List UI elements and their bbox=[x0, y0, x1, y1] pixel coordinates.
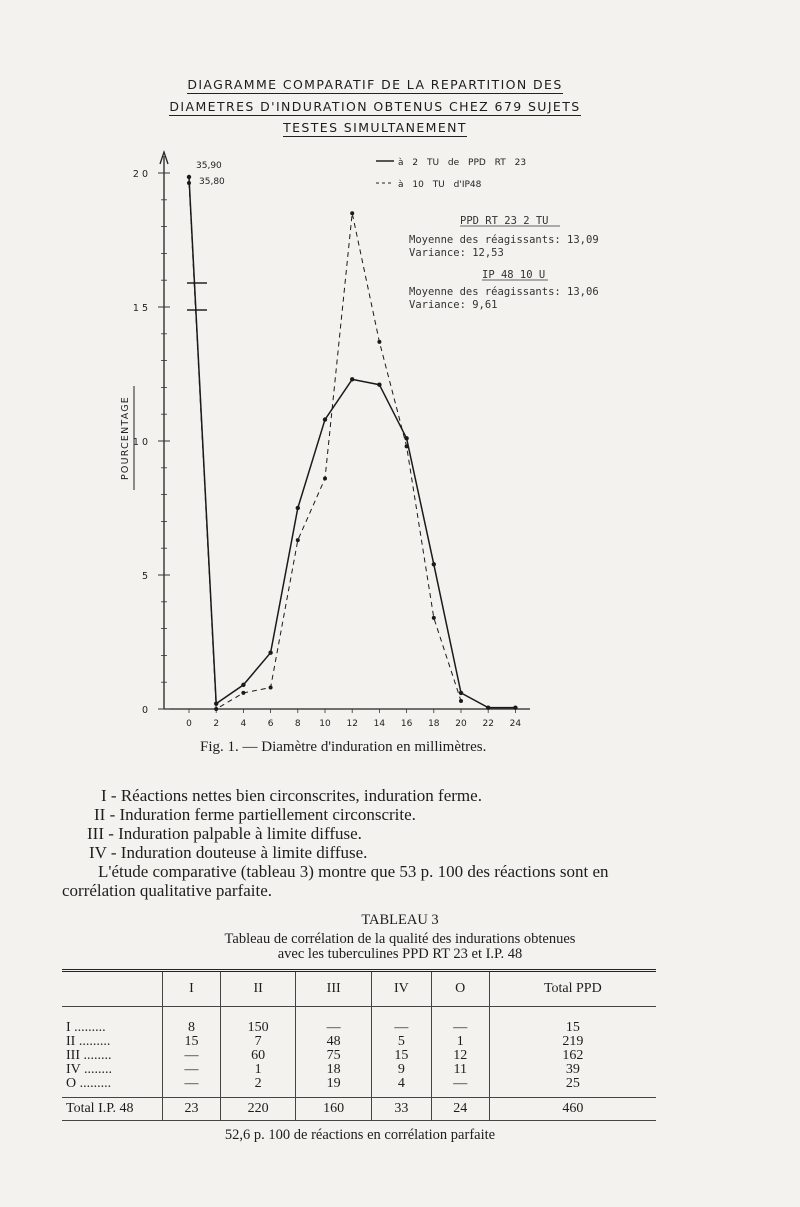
table-cell: 11 bbox=[431, 1063, 489, 1077]
data-point bbox=[486, 705, 490, 709]
table-cell: 12 bbox=[431, 1049, 489, 1063]
legend-label-ppd: à 2 TU de PPD RT 23 bbox=[398, 158, 527, 168]
table-cell: 160 bbox=[296, 1098, 372, 1121]
table-cell: 1 bbox=[220, 1063, 296, 1077]
table-cell: 4 bbox=[371, 1077, 431, 1098]
data-point bbox=[296, 538, 300, 542]
x-tick-label: 16 bbox=[400, 719, 413, 729]
y-tick-label: 5 bbox=[141, 571, 148, 582]
table-header-cell: IV bbox=[371, 971, 431, 1007]
table-cell: 33 bbox=[371, 1098, 431, 1121]
data-point bbox=[350, 211, 354, 215]
data-point bbox=[187, 181, 191, 185]
data-point bbox=[323, 477, 327, 481]
x-tick-label: 14 bbox=[373, 719, 386, 729]
data-point bbox=[323, 417, 327, 421]
chart-title-line-1: DIAGRAMME COMPARATIF DE LA REPARTITION DES bbox=[187, 77, 563, 92]
chart-title-line-3: TESTES SIMULTANEMENT bbox=[283, 120, 467, 135]
table-cell: — bbox=[431, 1077, 489, 1098]
table-cell: 23 bbox=[163, 1098, 221, 1121]
table-cell: — bbox=[296, 1007, 372, 1036]
ip48-mean: Moyenne des réagissants: 13,06 bbox=[409, 286, 599, 298]
table-cell: 75 bbox=[296, 1049, 372, 1063]
correlation-table bbox=[62, 969, 656, 1121]
table-cell: 7 bbox=[220, 1035, 296, 1049]
data-point bbox=[241, 683, 245, 687]
table-cell: 24 bbox=[431, 1098, 489, 1121]
table-cell: — bbox=[431, 1007, 489, 1036]
annotation-value: 35,90 bbox=[196, 161, 222, 171]
table-cell: 8 bbox=[163, 1007, 221, 1036]
table-row bbox=[62, 1063, 656, 1077]
legend-item-2: II - Induration ferme partiellement circonscrite. bbox=[94, 805, 416, 824]
y-tick-label: 1 0 bbox=[132, 437, 148, 448]
x-tick-label: 10 bbox=[319, 719, 331, 729]
table-title: TABLEAU 3 bbox=[361, 912, 439, 928]
data-point bbox=[459, 699, 463, 703]
table-cell: 48 bbox=[296, 1035, 372, 1049]
data-point bbox=[214, 707, 218, 711]
table-row bbox=[62, 1035, 656, 1049]
table-cell: 39 bbox=[565, 1062, 580, 1077]
legend-label-ip48: à 10 TU d'IP48 bbox=[398, 180, 482, 190]
table-footnote: 52,6 p. 100 de réactions en corrélation parfaite bbox=[224, 1127, 496, 1143]
chart-title-line-2: DIAMETRES D'INDURATION OBTENUS CHEZ 679 SUJETS bbox=[169, 99, 581, 114]
table-cell: 15 bbox=[565, 1020, 580, 1035]
table-cell: 19 bbox=[296, 1077, 372, 1098]
table-cell: 150 bbox=[220, 1007, 296, 1036]
table-cell: — bbox=[371, 1007, 431, 1036]
table-cell: 219 bbox=[562, 1034, 584, 1049]
x-tick-label: 12 bbox=[346, 719, 358, 729]
y-tick-label: 0 bbox=[141, 705, 148, 716]
table-cell: 2 bbox=[220, 1077, 296, 1098]
chart-legend bbox=[376, 158, 526, 190]
table-header-cell: Total PPD bbox=[489, 971, 656, 1007]
data-point bbox=[241, 691, 245, 695]
table-cell: O ......... bbox=[62, 1077, 163, 1098]
table-cell: 220 bbox=[220, 1098, 296, 1121]
data-point bbox=[432, 616, 436, 620]
table-cell: II ......... bbox=[62, 1035, 163, 1049]
ppd-variance: Variance: 12,53 bbox=[409, 247, 504, 259]
table-cell: 15 bbox=[163, 1035, 221, 1049]
ppd-mean: Moyenne des réagissants: 13,09 bbox=[409, 234, 599, 246]
data-point bbox=[296, 506, 300, 510]
body-paragraph: L'étude comparative (tableau 3) montre que 53 p. 100 des réactions sont en corrélation qualitative parfaite. bbox=[62, 862, 609, 900]
table-cell: I ......... bbox=[62, 1007, 163, 1036]
annotation-value: 35,80 bbox=[199, 177, 225, 187]
legend-item-4: IV - Induration douteuse à limite diffuse. bbox=[89, 843, 368, 862]
table-header-cell: III bbox=[296, 971, 372, 1007]
table-cell: IV ........ bbox=[62, 1063, 163, 1077]
x-tick-label: 8 bbox=[294, 719, 301, 729]
x-tick-label: 4 bbox=[240, 719, 247, 729]
table-header-cell: I bbox=[163, 971, 221, 1007]
data-point bbox=[187, 175, 191, 179]
data-point bbox=[350, 377, 354, 381]
data-point bbox=[459, 691, 463, 695]
data-point bbox=[405, 444, 409, 448]
y-tick-label: 2 0 bbox=[132, 169, 148, 180]
chart-stats bbox=[409, 215, 599, 311]
table-subtitle-2: avec les tuberculines PPD RT 23 et I.P. 48 bbox=[277, 946, 523, 962]
table-cell: — bbox=[163, 1077, 221, 1098]
table-total-row bbox=[62, 1098, 656, 1121]
figure-caption: Fig. 1. — Diamètre d'induration en millimètres. bbox=[200, 739, 487, 755]
data-point bbox=[269, 686, 273, 690]
table-cell: 18 bbox=[296, 1063, 372, 1077]
data-point bbox=[432, 562, 436, 566]
table-cell: III ........ bbox=[62, 1049, 163, 1063]
table-header-cell: II bbox=[220, 971, 296, 1007]
data-point bbox=[513, 705, 517, 709]
table-cell: 9 bbox=[371, 1063, 431, 1077]
ppd-stats-title: PPD RT 23 2 TU bbox=[460, 215, 549, 227]
table-row bbox=[62, 1077, 656, 1098]
legend-item-1: I - Réactions nettes bien circonscrites, induration ferme. bbox=[101, 786, 482, 805]
legend-item-3: III - Induration palpable à limite diffuse. bbox=[87, 824, 362, 843]
table-subtitle-1: Tableau de corrélation de la qualité des indurations obtenues bbox=[224, 931, 576, 947]
table-cell: — bbox=[163, 1063, 221, 1077]
x-tick-label: 22 bbox=[482, 719, 494, 729]
x-tick-label: 20 bbox=[455, 719, 467, 729]
table-header-row bbox=[62, 971, 656, 1007]
table-cell: — bbox=[163, 1049, 221, 1063]
data-point bbox=[404, 436, 408, 440]
table-cell: 15 bbox=[371, 1049, 431, 1063]
x-tick-label: 6 bbox=[267, 719, 274, 729]
table-cell: 25 bbox=[565, 1076, 580, 1091]
x-tick-label: 0 bbox=[186, 719, 192, 729]
x-tick-label: 24 bbox=[509, 719, 522, 729]
table-cell: 5 bbox=[371, 1035, 431, 1049]
table-header-cell bbox=[62, 971, 163, 1007]
data-point bbox=[377, 383, 381, 387]
x-tick-label: 2 bbox=[213, 719, 220, 729]
table-cell: 460 bbox=[489, 1098, 656, 1121]
table-header-cell: O bbox=[431, 971, 489, 1007]
data-point bbox=[377, 340, 381, 344]
x-tick-label: 18 bbox=[428, 719, 440, 729]
y-axis-label: POURCENTAGE bbox=[120, 396, 131, 480]
y-tick-label: 1 5 bbox=[132, 303, 148, 314]
series-line-ip48 bbox=[189, 183, 461, 709]
ip48-variance: Variance: 9,61 bbox=[409, 299, 498, 311]
table-cell: 162 bbox=[562, 1048, 584, 1063]
table-cell: 60 bbox=[220, 1049, 296, 1063]
table-row bbox=[62, 1007, 656, 1036]
ip48-stats-title: IP 48 10 U bbox=[482, 269, 546, 281]
table-cell: 1 bbox=[431, 1035, 489, 1049]
table-cell: Total I.P. 48 bbox=[62, 1098, 163, 1121]
data-point bbox=[268, 651, 272, 655]
table-row bbox=[62, 1049, 656, 1063]
